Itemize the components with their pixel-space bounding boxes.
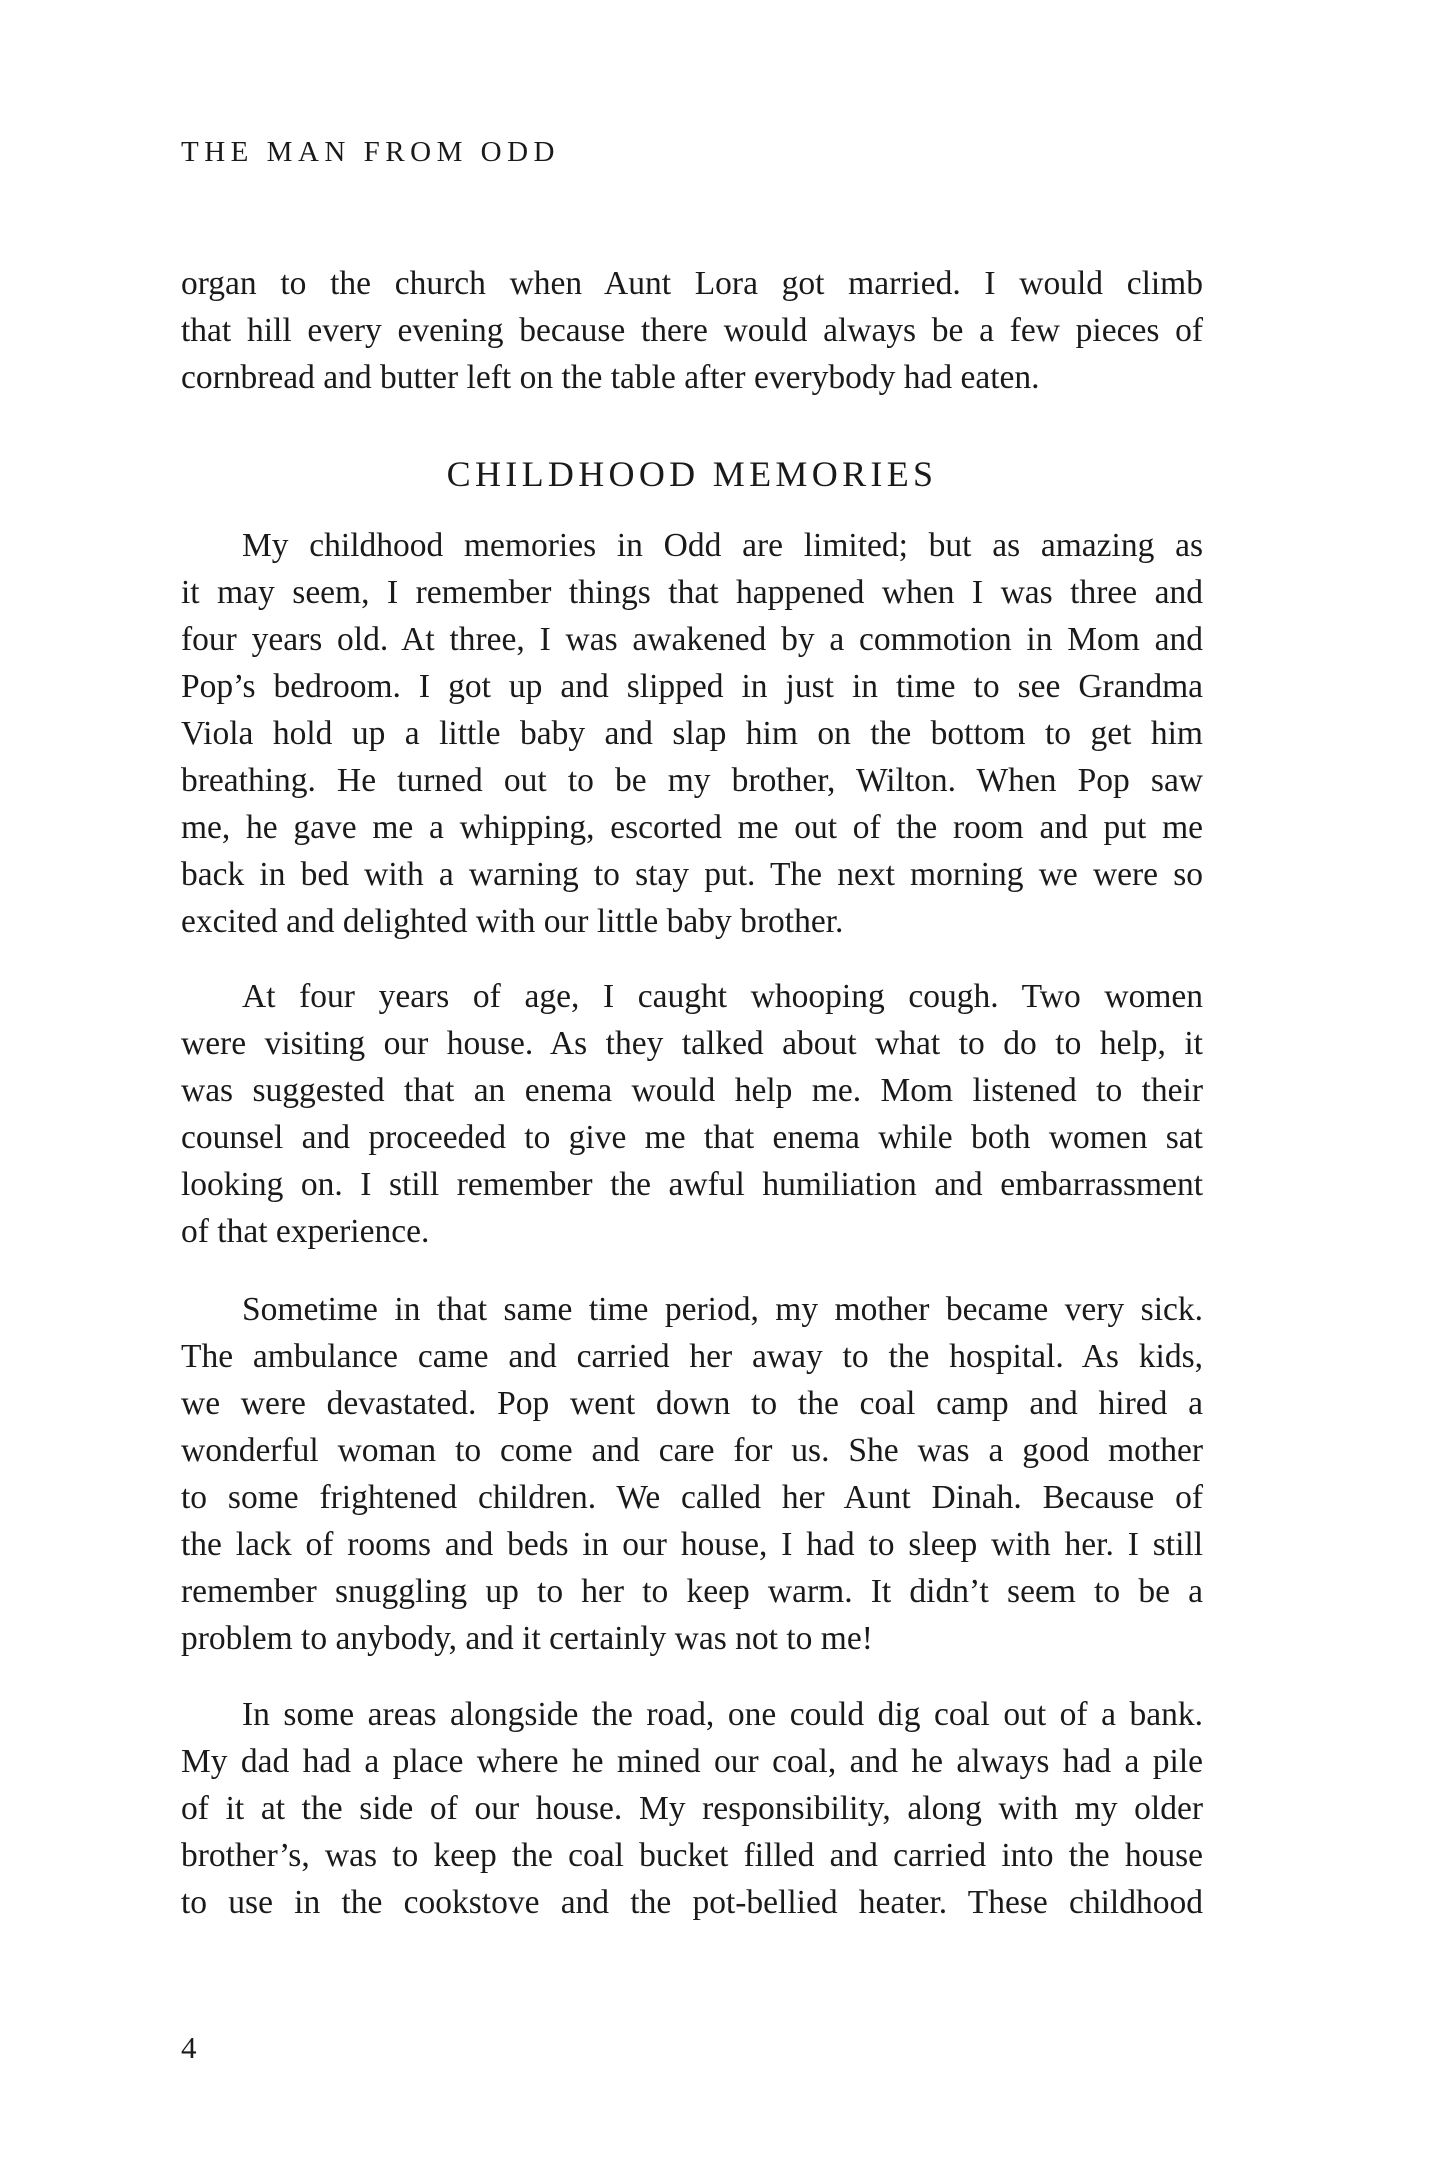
- text-line: of that experience.: [181, 1213, 430, 1250]
- text-line: wonderful woman to come and care for us. She was a good mother: [181, 1432, 1203, 1469]
- paragraph: [181, 973, 1203, 1255]
- page-number: 4: [181, 2030, 197, 2065]
- text-line: the lack of rooms and beds in our house, I had to sleep with her. I still: [181, 1526, 1203, 1563]
- text-line: My dad had a place where he mined our coal, and he always had a pile: [181, 1743, 1203, 1780]
- section-heading: CHILDHOOD MEMORIES: [446, 454, 938, 494]
- text-line: excited and delighted with our little baby brother.: [181, 903, 844, 940]
- text-line: At four years of age, I caught whooping cough. Two women: [242, 978, 1203, 1015]
- text-line: Pop’s bedroom. I got up and slipped in just in time to see Grandma: [181, 668, 1203, 705]
- text-line: it may seem, I remember things that happened when I was three and: [181, 574, 1203, 611]
- text-line: In some areas alongside the road, one could dig coal out of a bank.: [242, 1696, 1203, 1733]
- text-line: to some frightened children. We called her Aunt Dinah. Because of: [181, 1479, 1203, 1516]
- text-line: The ambulance came and carried her away to the hospital. As kids,: [181, 1338, 1203, 1375]
- text-line: back in bed with a warning to stay put. The next morning we were so: [181, 856, 1203, 893]
- text-line: Viola hold up a little baby and slap him on the bottom to get him: [181, 715, 1203, 752]
- running-head: THE MAN FROM ODD: [181, 136, 560, 168]
- continuation-paragraph: [181, 260, 1203, 401]
- text-line: problem to anybody, and it certainly was not to me!: [181, 1620, 873, 1657]
- text-line: Sometime in that same time period, my mother became very sick.: [242, 1291, 1203, 1328]
- text-line: were visiting our house. As they talked about what to do to help, it: [181, 1025, 1203, 1062]
- text-line: My childhood memories in Odd are limited; but as amazing as: [242, 527, 1203, 564]
- text-line: looking on. I still remember the awful humiliation and embarrassment: [181, 1166, 1203, 1203]
- paragraph: [181, 1286, 1203, 1662]
- text-line: organ to the church when Aunt Lora got married. I would climb: [181, 265, 1203, 302]
- text-line: breathing. He turned out to be my brother, Wilton. When Pop saw: [181, 762, 1203, 799]
- text-line: we were devastated. Pop went down to the coal camp and hired a: [181, 1385, 1203, 1422]
- text-line: that hill every evening because there would always be a few pieces of: [181, 312, 1203, 349]
- text-line: was suggested that an enema would help me. Mom listened to their: [181, 1072, 1203, 1109]
- text-line: to use in the cookstove and the pot-bellied heater. These childhood: [181, 1884, 1203, 1921]
- paragraph: [181, 1691, 1203, 1926]
- text-line: cornbread and butter left on the table after everybody had eaten.: [181, 359, 1040, 396]
- text-line: me, he gave me a whipping, escorted me out of the room and put me: [181, 809, 1203, 846]
- paragraph: [181, 522, 1203, 945]
- text-line: of it at the side of our house. My responsibility, along with my older: [181, 1790, 1203, 1827]
- text-line: counsel and proceeded to give me that enema while both women sat: [181, 1119, 1203, 1156]
- text-line: brother’s, was to keep the coal bucket filled and carried into the house: [181, 1837, 1203, 1874]
- text-line: remember snuggling up to her to keep warm. It didn’t seem to be a: [181, 1573, 1203, 1610]
- text-line: four years old. At three, I was awakened by a commotion in Mom and: [181, 621, 1203, 658]
